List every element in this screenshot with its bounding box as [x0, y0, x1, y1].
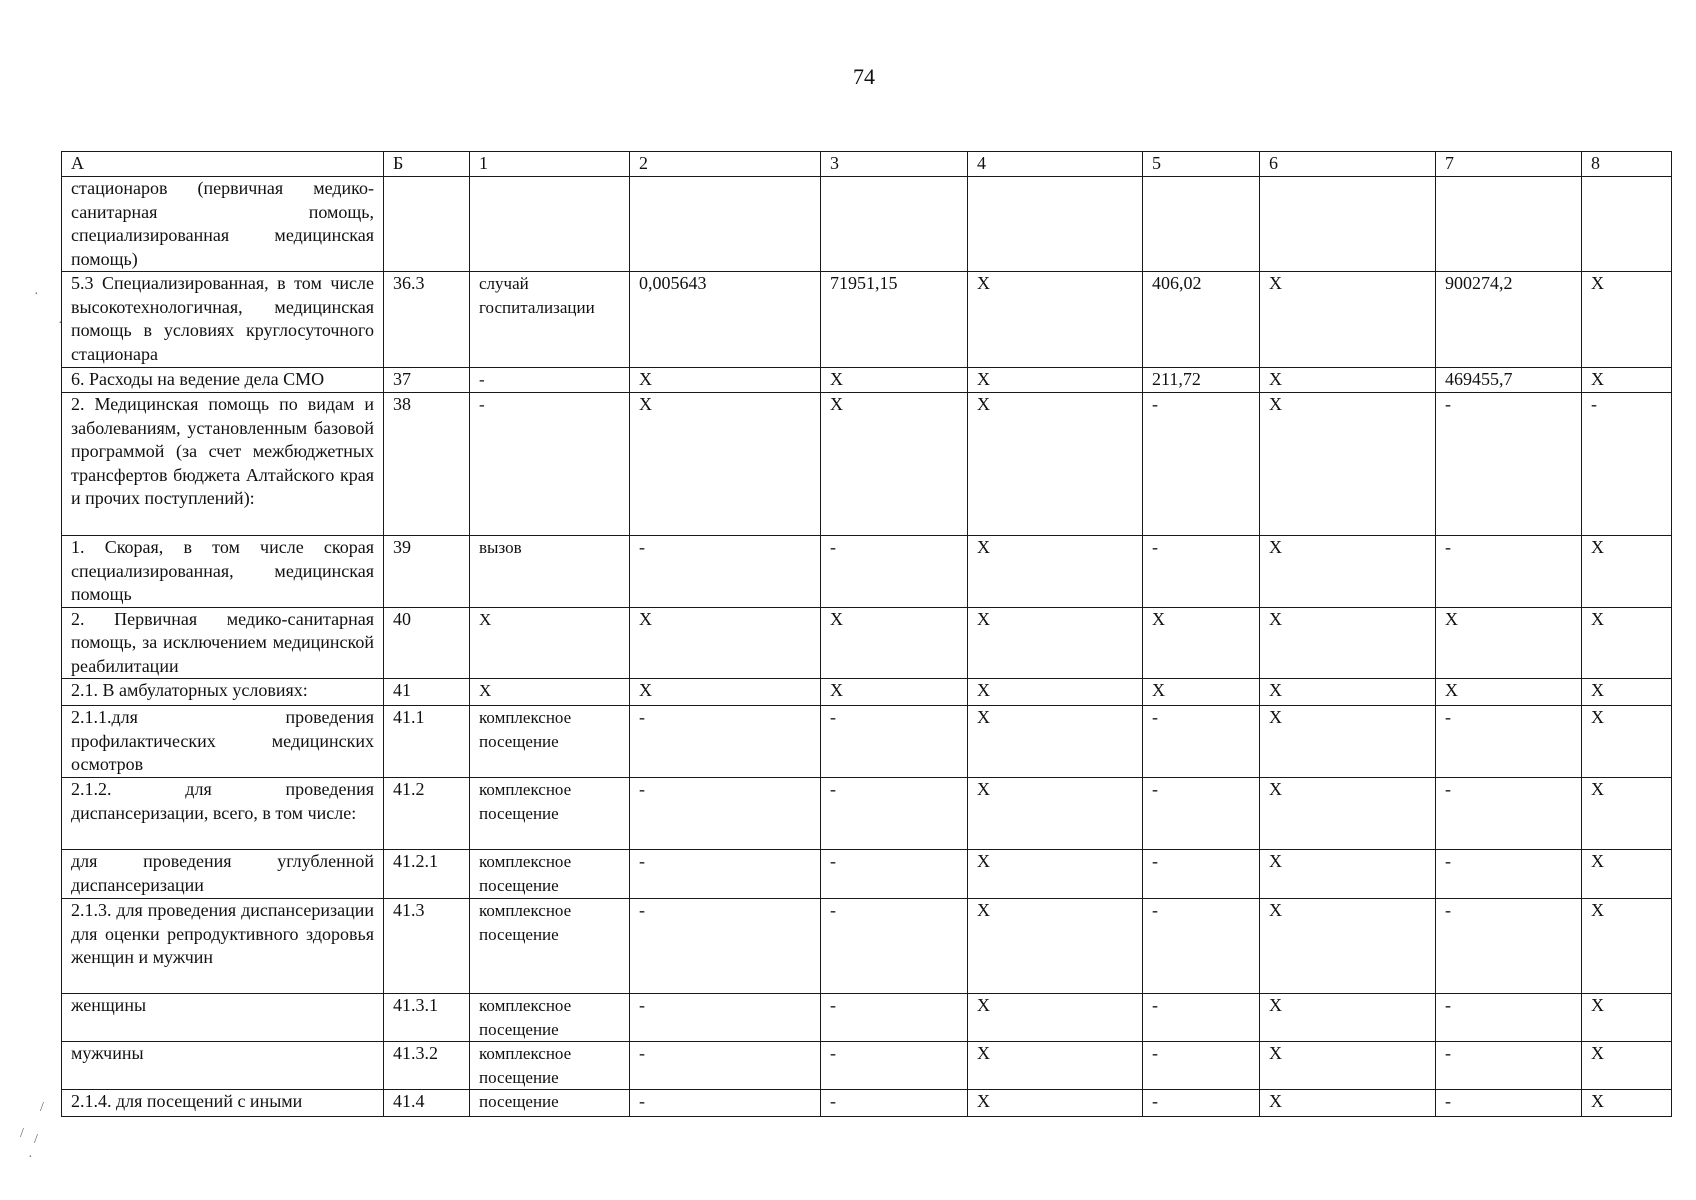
- value-cell-3: [821, 177, 968, 272]
- table-row: [62, 536, 1672, 608]
- row-code-cell: 41.3.1: [384, 994, 470, 1042]
- value-cell-5: -: [1143, 1042, 1260, 1090]
- value-cell-2: [630, 177, 821, 272]
- value-cell-4: Х: [968, 368, 1143, 393]
- value-cell-4: Х: [968, 778, 1143, 850]
- value-cell-6: Х: [1260, 778, 1436, 850]
- value-cell-2: Х: [630, 368, 821, 393]
- row-code-cell: 41.2.1: [384, 850, 470, 899]
- table-row: [62, 1042, 1672, 1090]
- value-cell-5: 211,72: [1143, 368, 1260, 393]
- row-code-cell: 41.2: [384, 778, 470, 850]
- row-code-cell: 41.1: [384, 706, 470, 778]
- value-cell-7: 469455,7: [1436, 368, 1582, 393]
- row-code-cell: 38: [384, 393, 470, 536]
- unit-cell: комплексное посещение: [470, 778, 630, 850]
- row-description-cell: 1. Скорая, в том числе скорая специализированная, медицинская помощь: [62, 536, 384, 608]
- value-cell-5: Х: [1143, 679, 1260, 706]
- table-row: [62, 393, 1672, 536]
- row-code-cell: 41.3.2: [384, 1042, 470, 1090]
- value-cell-8: Х: [1582, 368, 1672, 393]
- value-cell-2: Х: [630, 679, 821, 706]
- row-description-cell: стационаров (первичная медико-санитарная помощь, специализированная медицинская помощь): [62, 177, 384, 272]
- row-description-cell: 2. Медицинская помощь по видам и заболеваниям, установленным базовой программой (за счет межбюджетных трансфертов бюджета Алтайского края и прочих поступлений):: [62, 393, 384, 536]
- value-cell-6: Х: [1260, 607, 1436, 679]
- value-cell-8: Х: [1582, 706, 1672, 778]
- table-row: [62, 1090, 1672, 1117]
- value-cell-8: Х: [1582, 272, 1672, 368]
- value-cell-6: [1260, 177, 1436, 272]
- scan-speck: ·: [28, 1150, 33, 1165]
- value-cell-2: -: [630, 994, 821, 1042]
- value-cell-3: -: [821, 899, 968, 994]
- row-description-cell: для проведения углубленной диспансеризации: [62, 850, 384, 899]
- column-header: 5: [1143, 152, 1260, 177]
- value-cell-6: Х: [1260, 393, 1436, 536]
- value-cell-7: -: [1436, 1042, 1582, 1090]
- column-header: 8: [1582, 152, 1672, 177]
- unit-cell: -: [470, 393, 630, 536]
- table-row: [62, 706, 1672, 778]
- value-cell-4: [968, 177, 1143, 272]
- value-cell-7: [1436, 177, 1582, 272]
- scan-speck: /: [40, 1100, 44, 1115]
- value-cell-5: [1143, 177, 1260, 272]
- table-row: [62, 272, 1672, 368]
- value-cell-7: -: [1436, 393, 1582, 536]
- value-cell-2: -: [630, 850, 821, 899]
- value-cell-5: -: [1143, 994, 1260, 1042]
- value-cell-7: Х: [1436, 607, 1582, 679]
- value-cell-8: Х: [1582, 778, 1672, 850]
- column-header: 1: [470, 152, 630, 177]
- value-cell-3: -: [821, 778, 968, 850]
- value-cell-4: Х: [968, 706, 1143, 778]
- value-cell-8: Х: [1582, 850, 1672, 899]
- column-header: 3: [821, 152, 968, 177]
- value-cell-5: -: [1143, 850, 1260, 899]
- value-cell-8: Х: [1582, 1042, 1672, 1090]
- row-description-cell: женщины: [62, 994, 384, 1042]
- value-cell-5: -: [1143, 1090, 1260, 1117]
- unit-cell: вызов: [470, 536, 630, 608]
- row-code-cell: 37: [384, 368, 470, 393]
- row-code-cell: 41: [384, 679, 470, 706]
- value-cell-2: -: [630, 899, 821, 994]
- value-cell-4: Х: [968, 679, 1143, 706]
- row-code-cell: 40: [384, 607, 470, 679]
- scan-speck: ·: [58, 316, 63, 331]
- row-description-cell: 2. Первичная медико-санитарная помощь, за исключением медицинской реабилитации: [62, 607, 384, 679]
- table-row: [62, 368, 1672, 393]
- value-cell-3: Х: [821, 607, 968, 679]
- value-cell-5: -: [1143, 393, 1260, 536]
- value-cell-7: -: [1436, 706, 1582, 778]
- row-code-cell: [384, 177, 470, 272]
- unit-cell: -: [470, 368, 630, 393]
- table-row: [62, 850, 1672, 899]
- row-description-cell: 2.1.4. для посещений с иными: [62, 1090, 384, 1117]
- value-cell-6: Х: [1260, 899, 1436, 994]
- value-cell-6: Х: [1260, 994, 1436, 1042]
- value-cell-3: Х: [821, 368, 968, 393]
- column-header: А: [62, 152, 384, 177]
- value-cell-8: Х: [1582, 994, 1672, 1042]
- value-cell-2: -: [630, 536, 821, 608]
- value-cell-8: Х: [1582, 1090, 1672, 1117]
- row-description-cell: 2.1. В амбулаторных условиях:: [62, 679, 384, 706]
- value-cell-8: [1582, 177, 1672, 272]
- unit-cell: посещение: [470, 1090, 630, 1117]
- value-cell-7: -: [1436, 778, 1582, 850]
- unit-cell: [470, 177, 630, 272]
- value-cell-5: -: [1143, 706, 1260, 778]
- value-cell-8: Х: [1582, 607, 1672, 679]
- value-cell-3: -: [821, 706, 968, 778]
- value-cell-8: Х: [1582, 536, 1672, 608]
- row-code-cell: 36.3: [384, 272, 470, 368]
- unit-cell: комплексное посещение: [470, 1042, 630, 1090]
- value-cell-3: -: [821, 850, 968, 899]
- value-cell-2: -: [630, 1090, 821, 1117]
- value-cell-3: Х: [821, 393, 968, 536]
- value-cell-4: Х: [968, 1042, 1143, 1090]
- value-cell-4: Х: [968, 850, 1143, 899]
- value-cell-7: -: [1436, 994, 1582, 1042]
- column-header: 2: [630, 152, 821, 177]
- row-description-cell: 2.1.3. для проведения диспансеризации для оценки репродуктивного здоровья женщин и мужчин: [62, 899, 384, 994]
- value-cell-4: Х: [968, 994, 1143, 1042]
- unit-cell: Х: [470, 607, 630, 679]
- value-cell-6: Х: [1260, 679, 1436, 706]
- scan-speck: /: [20, 1126, 24, 1141]
- row-description-cell: 6. Расходы на ведение дела СМО: [62, 368, 384, 393]
- row-code-cell: 41.4: [384, 1090, 470, 1117]
- page-number: 74: [853, 64, 875, 89]
- unit-cell: комплексное посещение: [470, 706, 630, 778]
- value-cell-8: Х: [1582, 899, 1672, 994]
- table-header-row: [62, 152, 1672, 177]
- value-cell-5: -: [1143, 778, 1260, 850]
- value-cell-7: -: [1436, 1090, 1582, 1117]
- column-header: 6: [1260, 152, 1436, 177]
- value-cell-5: -: [1143, 899, 1260, 994]
- value-cell-2: Х: [630, 607, 821, 679]
- row-description-cell: 2.1.2. для проведения диспансеризации, всего, в том числе:: [62, 778, 384, 850]
- value-cell-3: -: [821, 994, 968, 1042]
- value-cell-6: Х: [1260, 706, 1436, 778]
- value-cell-4: Х: [968, 1090, 1143, 1117]
- unit-cell: комплексное посещение: [470, 850, 630, 899]
- table-row: [62, 994, 1672, 1042]
- scan-speck: /: [34, 1132, 38, 1147]
- value-cell-6: Х: [1260, 368, 1436, 393]
- unit-cell: Х: [470, 679, 630, 706]
- table-row: [62, 177, 1672, 272]
- value-cell-2: Х: [630, 393, 821, 536]
- value-cell-6: Х: [1260, 536, 1436, 608]
- value-cell-4: Х: [968, 607, 1143, 679]
- row-code-cell: 39: [384, 536, 470, 608]
- table-row: [62, 778, 1672, 850]
- value-cell-7: 900274,2: [1436, 272, 1582, 368]
- unit-cell: комплексное посещение: [470, 994, 630, 1042]
- value-cell-2: -: [630, 1042, 821, 1090]
- column-header: Б: [384, 152, 470, 177]
- value-cell-4: Х: [968, 272, 1143, 368]
- value-cell-7: -: [1436, 536, 1582, 608]
- row-description-cell: мужчины: [62, 1042, 384, 1090]
- value-cell-3: 71951,15: [821, 272, 968, 368]
- value-cell-6: Х: [1260, 272, 1436, 368]
- value-cell-2: 0,005643: [630, 272, 821, 368]
- table-row: [62, 607, 1672, 679]
- value-cell-4: Х: [968, 899, 1143, 994]
- value-cell-2: -: [630, 778, 821, 850]
- value-cell-5: Х: [1143, 607, 1260, 679]
- value-cell-7: Х: [1436, 679, 1582, 706]
- value-cell-2: -: [630, 706, 821, 778]
- row-description-cell: 2.1.1.для проведения профилактических медицинских осмотров: [62, 706, 384, 778]
- scan-speck: ·: [34, 287, 39, 302]
- value-cell-6: Х: [1260, 850, 1436, 899]
- unit-cell: комплексное посещение: [470, 899, 630, 994]
- value-cell-3: Х: [821, 679, 968, 706]
- value-cell-3: -: [821, 536, 968, 608]
- table-row: [62, 679, 1672, 706]
- value-cell-3: -: [821, 1042, 968, 1090]
- value-cell-4: Х: [968, 393, 1143, 536]
- value-cell-7: -: [1436, 850, 1582, 899]
- value-cell-5: 406,02: [1143, 272, 1260, 368]
- row-code-cell: 41.3: [384, 899, 470, 994]
- value-cell-3: -: [821, 1090, 968, 1117]
- expenditure-table: [61, 151, 1672, 1117]
- row-description-cell: 5.3 Специализированная, в том числе высокотехнологичная, медицинская помощь в условиях круглосуточного стационара: [62, 272, 384, 368]
- value-cell-5: -: [1143, 536, 1260, 608]
- value-cell-8: -: [1582, 393, 1672, 536]
- table-row: [62, 899, 1672, 994]
- value-cell-6: Х: [1260, 1090, 1436, 1117]
- value-cell-4: Х: [968, 536, 1143, 608]
- column-header: 4: [968, 152, 1143, 177]
- column-header: 7: [1436, 152, 1582, 177]
- unit-cell: случай госпитализации: [470, 272, 630, 368]
- value-cell-8: Х: [1582, 679, 1672, 706]
- value-cell-6: Х: [1260, 1042, 1436, 1090]
- value-cell-7: -: [1436, 899, 1582, 994]
